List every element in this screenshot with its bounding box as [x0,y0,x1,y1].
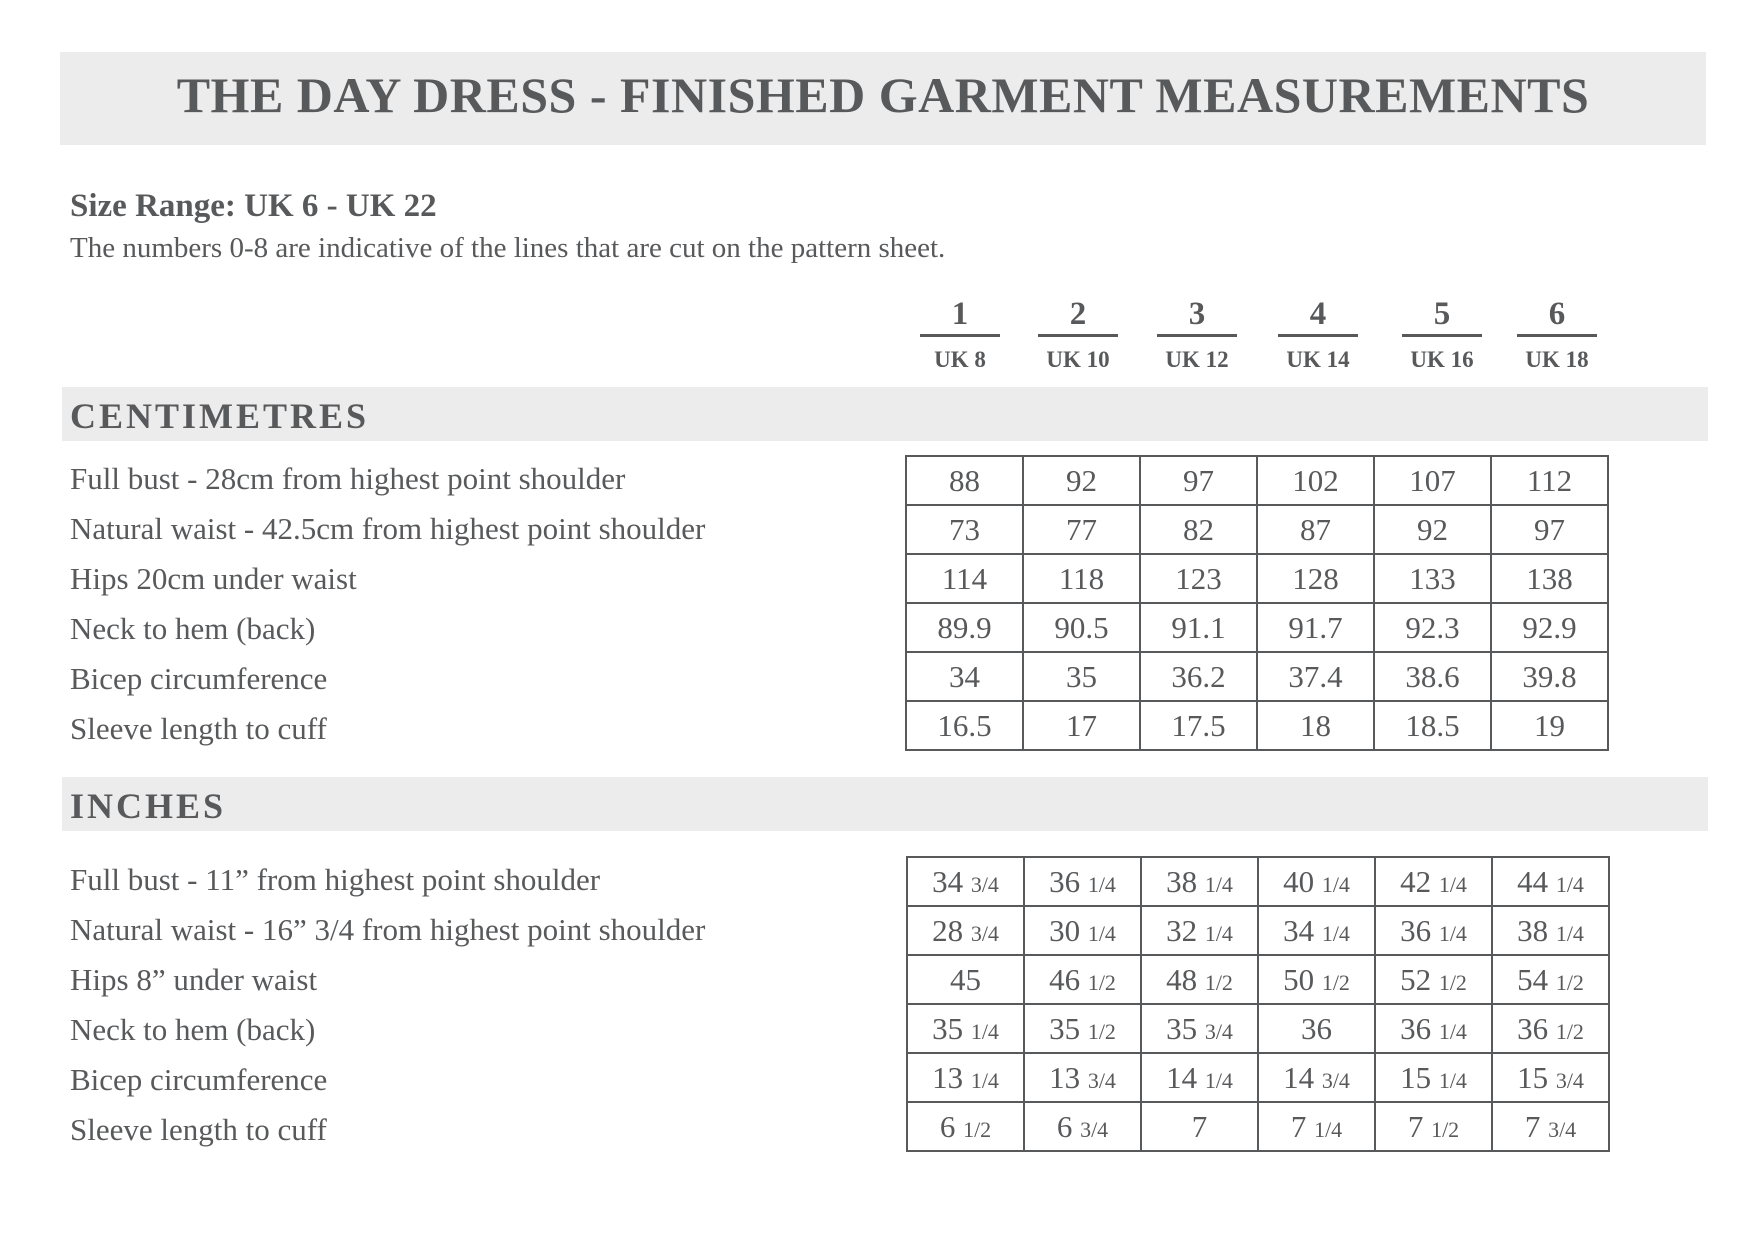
measurement-cell: 14 3/4 [1258,1053,1375,1102]
table-row [906,652,1608,701]
table-row [906,701,1608,750]
measurement-label: Natural waist - 16” 3/4 from highest point shoulder [70,912,706,947]
measurement-cell: 36 1/4 [1375,1004,1492,1053]
measurement-cell: 34 [906,652,1023,701]
measurement-cell: 35 1/4 [907,1004,1024,1053]
measurement-cell: 36.2 [1140,652,1257,701]
size-column-header [920,296,1000,373]
underline-divider [1038,334,1118,337]
size-column-header [1157,296,1237,373]
table-row [907,955,1609,1004]
measurement-cell: 77 [1023,505,1140,554]
measurement-cell: 87 [1257,505,1374,554]
inches-table [906,856,1610,1152]
measurement-cell: 42 1/4 [1375,857,1492,906]
inches-heading: INCHES [70,786,227,826]
measurement-cell: 6 3/4 [1024,1102,1141,1151]
measurement-cell: 14 1/4 [1141,1053,1258,1102]
measurement-cell: 18.5 [1374,701,1491,750]
size-range: Size Range: UK 6 - UK 22 [70,188,437,224]
measurement-cell: 17 [1023,701,1140,750]
table-row [907,1004,1609,1053]
underline-divider [1517,334,1597,337]
measurement-label: Bicep circumference [70,1062,328,1097]
measurement-cell: 35 1/2 [1024,1004,1141,1053]
table-row [907,1053,1609,1102]
measurement-cell: 91.7 [1257,603,1374,652]
size-column-header [1402,296,1482,373]
uk-size-label: UK 12 [1165,347,1229,372]
measurement-cell: 36 [1258,1004,1375,1053]
uk-size-label: UK 18 [1525,347,1589,372]
measurement-cell: 30 1/4 [1024,906,1141,955]
measurement-cell: 97 [1491,505,1608,554]
measurement-label: Sleeve length to cuff [70,1112,327,1147]
measurement-cell: 82 [1140,505,1257,554]
measurement-label: Bicep circumference [70,661,328,696]
measurement-cell: 36 1/4 [1375,906,1492,955]
intro-note: The numbers 0-8 are indicative of the lines that are cut on the pattern sheet. [70,232,946,264]
measurement-cell: 44 1/4 [1492,857,1609,906]
measurement-cell: 92.9 [1491,603,1608,652]
measurement-cell: 107 [1374,456,1491,505]
measurement-cell: 7 1/4 [1258,1102,1375,1151]
page-title: THE DAY DRESS - FINISHED GARMENT MEASUREMENTS [176,67,1590,123]
measurement-cell: 54 1/2 [1492,955,1609,1004]
measurement-cell: 92 [1374,505,1491,554]
measurement-cell: 91.1 [1140,603,1257,652]
measurement-cell: 19 [1491,701,1608,750]
measurement-cell: 88 [906,456,1023,505]
pattern-line-number: 4 [1309,296,1327,332]
measurement-cell: 38 1/4 [1141,857,1258,906]
measurement-cell: 39.8 [1491,652,1608,701]
measurement-cell: 73 [906,505,1023,554]
pattern-line-number: 3 [1188,296,1206,332]
measurement-cell: 118 [1023,554,1140,603]
centimetres-band [62,387,1708,441]
table-row [906,505,1608,554]
measurement-cell: 7 [1141,1102,1258,1151]
measurement-cell: 34 1/4 [1258,906,1375,955]
measurement-cell: 38 1/4 [1492,906,1609,955]
measurement-cell: 34 3/4 [907,857,1024,906]
measurement-cell: 32 1/4 [1141,906,1258,955]
measurement-label: Full bust - 11” from highest point shoulder [70,862,601,897]
measurement-cell: 45 [907,955,1024,1004]
measurement-cell: 92 [1023,456,1140,505]
size-column-header [1517,296,1597,373]
measurement-cell: 7 1/2 [1375,1102,1492,1151]
measurement-cell: 36 1/2 [1492,1004,1609,1053]
pattern-line-number: 1 [951,296,969,332]
measurement-cell: 6 1/2 [907,1102,1024,1151]
measurement-cell: 48 1/2 [1141,955,1258,1004]
table-row [907,1102,1609,1151]
measurement-label: Hips 20cm under waist [70,561,357,596]
table-row [906,554,1608,603]
measurement-cell: 36 1/4 [1024,857,1141,906]
measurement-cell: 90.5 [1023,603,1140,652]
measurement-cell: 138 [1491,554,1608,603]
pattern-line-number: 5 [1433,296,1451,332]
inches-band [62,777,1708,831]
uk-size-label: UK 16 [1410,347,1474,372]
measurement-cell: 7 3/4 [1492,1102,1609,1151]
underline-divider [1402,334,1482,337]
measurement-label: Neck to hem (back) [70,1012,316,1047]
measurement-cell: 123 [1140,554,1257,603]
measurement-cell: 28 3/4 [907,906,1024,955]
measurement-cell: 16.5 [906,701,1023,750]
measurement-cell: 35 3/4 [1141,1004,1258,1053]
pattern-line-number: 6 [1548,296,1566,332]
centimetres-heading: CENTIMETRES [70,396,370,436]
measurement-label: Sleeve length to cuff [70,711,327,746]
measurement-cell: 128 [1257,554,1374,603]
measurement-label: Hips 8” under waist [70,962,318,997]
measurement-cell: 35 [1023,652,1140,701]
measurement-cell: 13 1/4 [907,1053,1024,1102]
measurement-cell: 114 [906,554,1023,603]
measurement-cell: 37.4 [1257,652,1374,701]
measurement-cell: 38.6 [1374,652,1491,701]
measurement-label: Natural waist - 42.5cm from highest point shoulder [70,511,706,546]
measurement-cell: 112 [1491,456,1608,505]
table-row [907,857,1609,906]
measurement-cell: 52 1/2 [1375,955,1492,1004]
uk-size-label: UK 14 [1286,347,1350,372]
title-band [60,52,1706,145]
measurement-cell: 18 [1257,701,1374,750]
measurement-cell: 17.5 [1140,701,1257,750]
measurement-cell: 46 1/2 [1024,955,1141,1004]
table-row [906,456,1608,505]
measurement-cell: 89.9 [906,603,1023,652]
measurement-cell: 15 3/4 [1492,1053,1609,1102]
uk-size-label: UK 10 [1046,347,1110,372]
measurement-label: Neck to hem (back) [70,611,316,646]
measurement-cell: 50 1/2 [1258,955,1375,1004]
size-column-header [1038,296,1118,373]
underline-divider [920,334,1000,337]
underline-divider [1278,334,1358,337]
uk-size-label: UK 8 [934,347,986,372]
measurement-cell: 40 1/4 [1258,857,1375,906]
underline-divider [1157,334,1237,337]
measurement-cell: 102 [1257,456,1374,505]
size-column-header [1278,296,1358,373]
measurement-cell: 133 [1374,554,1491,603]
table-row [906,603,1608,652]
measurement-label: Full bust - 28cm from highest point shoulder [70,461,626,496]
pattern-line-number: 2 [1069,296,1087,332]
measurement-cell: 15 1/4 [1375,1053,1492,1102]
measurement-cell: 92.3 [1374,603,1491,652]
measurement-cell: 97 [1140,456,1257,505]
centimetres-table [905,455,1609,751]
measurement-cell: 13 3/4 [1024,1053,1141,1102]
table-row [907,906,1609,955]
